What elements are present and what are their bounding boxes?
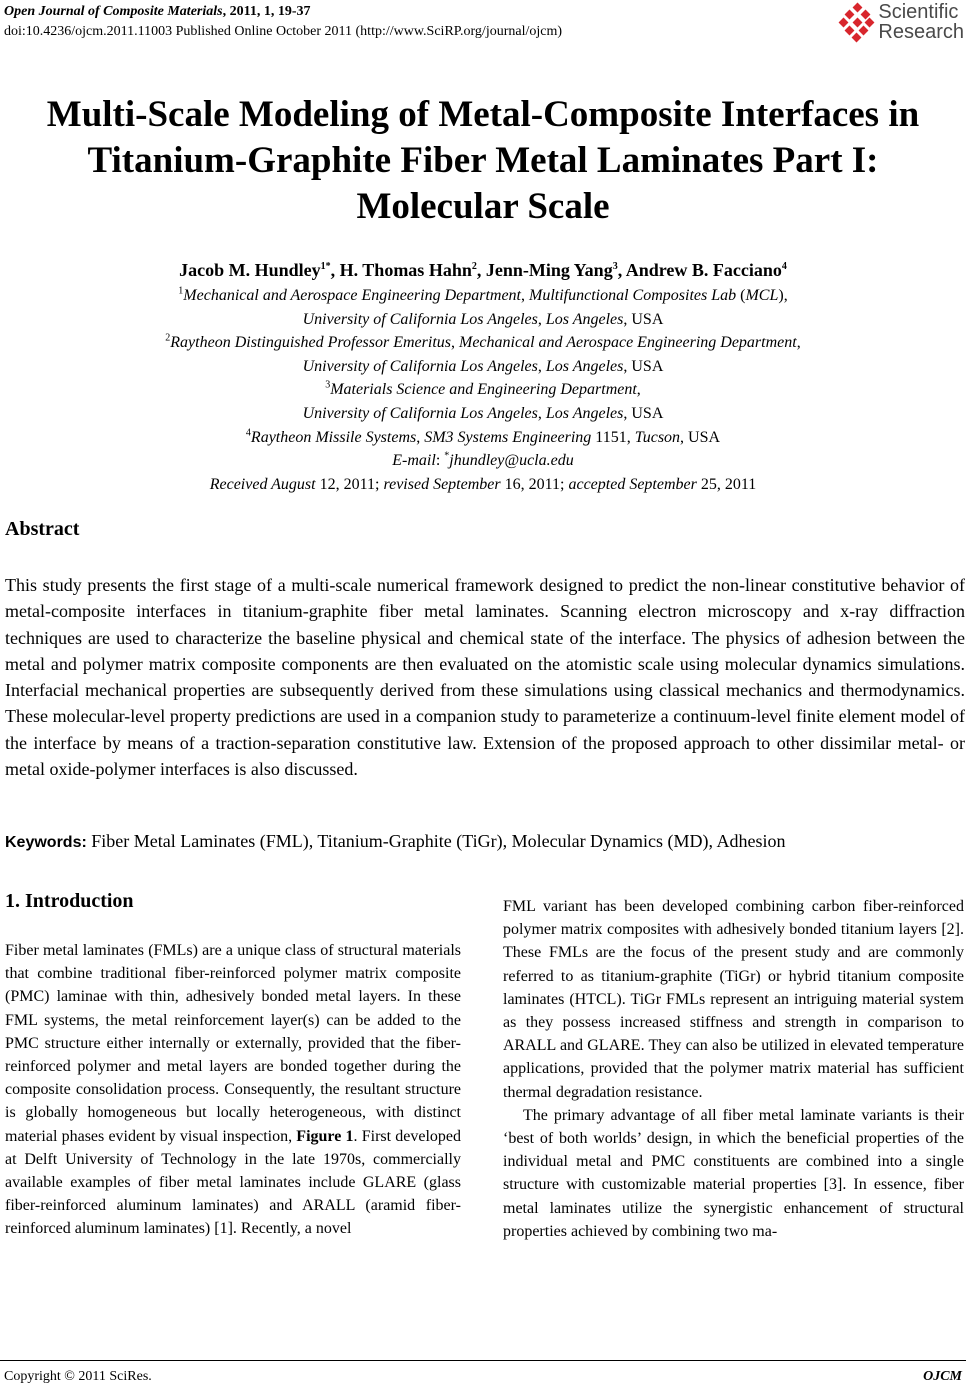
journal-name: Open Journal of Composite Materials	[4, 4, 223, 19]
affiliation-1: $^1$Mechanical and Aerospace Engineering Department, Multifunctional Composites Lab (MCL),	[178, 285, 788, 304]
affiliation-2: $^2$Raytheon Distinguished Professor Emeritus, Mechanical and Aerospace Engineering Department,	[165, 332, 801, 352]
received-line: Received August 12, 2011; revised September 16, 2011; accepted September 25, 2011	[209, 475, 757, 493]
email-line: E-mail: *jhundley@ucla.edu	[392, 450, 574, 470]
publisher-logo	[840, 2, 964, 42]
scirp-logo-icon	[840, 4, 874, 40]
logo-text: Scientific Research	[878, 1, 964, 43]
journal-info: , 2011, 1, 19-37	[222, 4, 311, 19]
introduction-heading: 1. Introduction	[5, 890, 134, 912]
intro-paragraph-1-continued: FML variant has been developed combining carbon fiber-reinforced polymer matrix composites with adhesively bonded titanium layers [2]. These FMLs are the focus of the present study and are commonly referred to as titanium-graphite (TiGr) or hybrid titanium composite laminates (HTCL). TiGr FMLs represent an intriguing material system as they possess increased stiffness and strength in comparison to ARALL and GLARE. They can also be utilized in elevated temperature applications, provided that the polymer matrix material has sufficient thermal degradation resistance.	[503, 898, 964, 1101]
figure-1-ref: Figure 1	[296, 1127, 354, 1145]
keywords-line	[5, 831, 786, 852]
intro-paragraph-1: Fiber metal laminates (FMLs) are a unique class of structural materials that combine traditional fiber-reinforced polymer matrix composite (PMC) laminae with thin, adhesively bonded metal layers. In these FML systems, the metal reinforcement layer(s) can be added to the PMC structure either internally or externally, provided that the fiber-reinforced polymer and metal layers are bonded together during the composite consolidation process. Consequently, the resultant structure is globally homogeneous but locally heterogeneous, with distinct material phases evident by visual inspection, Figure 1. First developed at Delft University of Technology in the late 1970s, commercially available examples of fiber metal laminates include GLARE (glass fiber-reinforced aluminum laminates) and ARALL (aramid fiber-reinforced aluminum laminates) [1]. Recently, a novel	[5, 942, 462, 1238]
affiliation-3-line2: University of California Los Angeles, Los Angeles, USA	[302, 404, 664, 422]
doi-line: doi:10.4236/ojcm.2011.11003 Published Online October 2011 (http://www.SciRP.org/journal/ojcm)	[4, 24, 563, 39]
affiliation-3: $^3$Materials Science and Engineering Department,	[325, 380, 641, 399]
keywords-label: Keywords:	[5, 834, 87, 851]
footer-journal-abbr: OJCM	[923, 1369, 962, 1384]
page-header	[4, 2, 562, 42]
keywords-text: Fiber Metal Laminates (FML), Titanium-Graphite (TiGr), Molecular Dynamics (MD), Adhesion	[86, 831, 786, 851]
affiliation-4: $^4$Raytheon Missile Systems, SM3 Systems Engineering 1151, Tucson, USA	[245, 427, 721, 446]
abstract-heading: Abstract	[5, 518, 80, 540]
abstract-text: This study presents the first stage of a multi-scale numerical framework designed to predict the non-linear constitutive behavior of metal-composite interfaces in titanium-graphite fiber metal laminates. Scanning electron microscopy and x-ray diffraction techniques are used to characterize the baseline physical and chemical state of the interface. The physics of adhesion between the metal and polymer matrix composite components are then evaluated on the atomistic scale using molecular dynamics simulations. Interfacial mechanical properties are subsequently derived from these simulations using classical mechanics and thermodynamics. These molecular-level property predictions are used in a companion study to parameterize a continuum-level finite element model of the interface by means of a traction-separation constitutive law. Extension of the proposed approach to other dissimilar metal- or metal oxide-polymer interfaces is also discussed.	[5, 575, 965, 780]
right-column	[503, 895, 964, 1243]
email-address: jhundley@ucla.edu	[449, 452, 574, 470]
affiliations	[0, 284, 966, 496]
affiliation-1-line2: University of California Los Angeles, Los Angeles, USA	[302, 310, 664, 328]
journal-line	[4, 2, 562, 22]
author-list: Jacob M. Hundley$^{1*}$, H. Thomas Hahn$^2$, Jenn-Ming Yang$^3$, Andrew B. Facciano$^4$	[179, 260, 787, 280]
paper-title: Multi-Scale Modeling of Metal-Composite Interfaces in Titanium-Graphite Fiber Metal Laminates Part I: Molecular Scale	[46, 94, 920, 227]
footer-copyright: Copyright © 2011 SciRes.	[4, 1369, 152, 1384]
affiliation-2-line2: University of California Los Angeles, Los Angeles, USA	[302, 357, 664, 375]
footer-divider	[0, 1360, 966, 1361]
left-column	[5, 939, 461, 1241]
intro-paragraph-2: The primary advantage of all fiber metal laminate variants is their ‘best of both worlds’ design, in which the beneficial properties of the individual metal and PMC constituents are combined into a single structure with customizable material properties [3]. In essence, fiber metal laminates utilize the synergistic enhancement of structural properties achieved by combining two ma-	[503, 1106, 964, 1240]
